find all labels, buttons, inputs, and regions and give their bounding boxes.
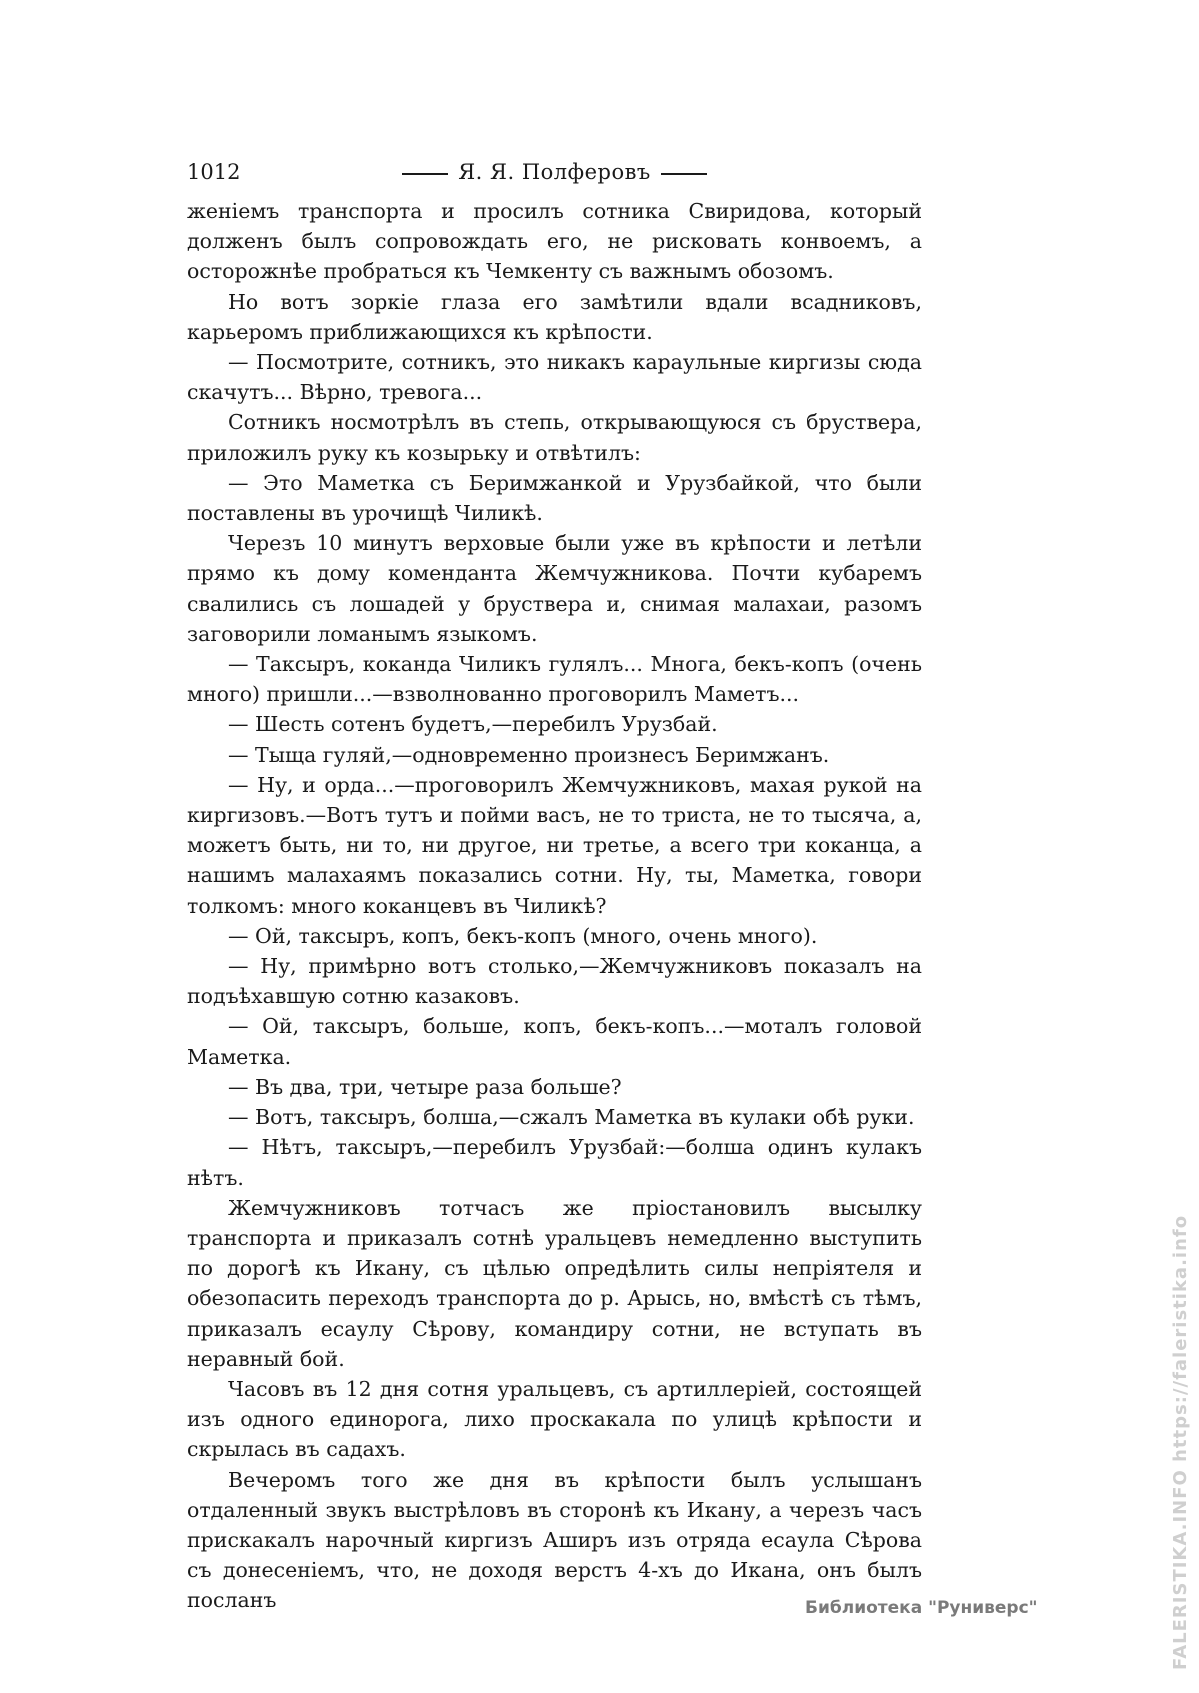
paragraph: женіемъ транспорта и просилъ сотника Свиридова, который долженъ былъ сопровождать его, не рисковать конвоемъ, а осторожнѣе пробраться къ Чемкенту съ важнымъ обозомъ. — [187, 199, 922, 284]
title-rule-right — [661, 173, 707, 175]
library-watermark: Библиотека "Руниверс" — [805, 1598, 1038, 1618]
paragraph: Вечеромъ того же дня въ крѣпости былъ услышанъ отдаленный звукъ выстрѣловъ въ сторонѣ къ Икану, а черезъ часъ прискакалъ нарочный киргизъ Аширъ изъ отряда есаула Сѣрова съ донесеніемъ, что, не доходя верстъ 4-хъ до Икана, онъ былъ посланъ — [187, 1467, 922, 1613]
paragraph: — Вотъ, таксыръ, болша,—сжалъ Маметка въ кулаки обѣ руки. — [228, 1105, 915, 1130]
page-header — [187, 154, 922, 190]
paragraph: — Ой, таксыръ, больше, копъ, бекъ-копъ...—моталъ головой Маметка. — [187, 1014, 922, 1069]
page-number: 1012 — [187, 160, 241, 184]
paragraph: — Въ два, три, четыре раза больше? — [228, 1074, 622, 1099]
paragraph: Но вотъ зоркіе глаза его замѣтили вдали всадниковъ, карьеромъ приближающихся къ крѣпости. — [187, 289, 922, 344]
title-rule-left — [402, 173, 448, 175]
paragraph: — Это Маметка съ Беримжанкой и Урузбайкой, что были поставлены въ урочищѣ Чиликѣ. — [187, 470, 922, 526]
running-title — [187, 160, 922, 184]
paragraph: — Таксыръ, коканда Чиликъ гулялъ... Многа, бекъ-копъ (очень много) пришли...—взволнованно проговорилъ Маметъ... — [187, 652, 922, 707]
body-text — [187, 196, 922, 1616]
paragraph: Жемчужниковъ тотчасъ же пріостановилъ высылку транспорта и приказалъ сотнѣ уральцевъ немедленно выступить по дорогѣ къ Икану, съ цѣлью опредѣлить силы непріятеля и обезопасить переходъ транспорта до р. Арысь, но, вмѣстѣ съ тѣмъ, приказалъ есаулу Сѣрову, командиру сотни, не вступать въ неравный бой. — [187, 1195, 922, 1371]
side-watermark — [1148, 1214, 1191, 1670]
paragraph: Сотникъ носмотрѣлъ въ степь, открывающуюся съ бруствера, приложилъ руку къ козырьку и отвѣтилъ: — [187, 410, 922, 465]
paragraph: — Посмотрите, сотникъ, это никакъ караульные киргизы сюда скачутъ... Вѣрно, тревога... — [187, 350, 922, 405]
side-watermark-text: FALERISTIKA.INFO https://faleristika.info — [1170, 1214, 1191, 1670]
paragraph: — Ну, примѣрно вотъ столько,—Жемчужниковъ показалъ на подъѣхавшую сотню казаковъ. — [187, 954, 922, 1009]
paragraph: — Ой, таксыръ, копъ, бекъ-копъ (много, очень много). — [228, 923, 818, 948]
running-title-text: Я. Я. Полферовъ — [458, 160, 651, 184]
paragraph: Черезъ 10 минутъ верховые были уже въ крѣпости и летѣли прямо къ дому коменданта Жемчужникова. Почти кубаремъ свалились съ лошадей у бруствера и, снимая малахаи, разомъ заговорили ломанымъ языкомъ. — [187, 531, 922, 646]
paragraph: — Тыща гуляй,—одновременно произнесъ Беримжанъ. — [228, 742, 830, 767]
paragraph: — Ну, и орда...—проговорилъ Жемчужниковъ, махая рукой на киргизовъ.—Вотъ тутъ и пойми васъ, не то триста, не то тысяча, а, можетъ быть, ни то, ни другое, ни третье, а всего три коканца, а нашимъ малахаямъ показались сотни. Ну, ты, Маметка, говори толкомъ: много коканцевъ въ Чиликѣ? — [187, 772, 922, 918]
paragraph: Часовъ въ 12 дня сотня уральцевъ, съ артиллеріей, состоящей изъ одного единорога, лихо проскакала по улицѣ крѣпости и скрылась въ садахъ. — [187, 1376, 922, 1462]
paragraph: — Нѣтъ, таксыръ,—перебилъ Урузбай:—болша одинъ кулакъ нѣтъ. — [187, 1135, 922, 1190]
paragraph: — Шесть сотенъ будетъ,—перебилъ Урузбай. — [228, 712, 718, 737]
